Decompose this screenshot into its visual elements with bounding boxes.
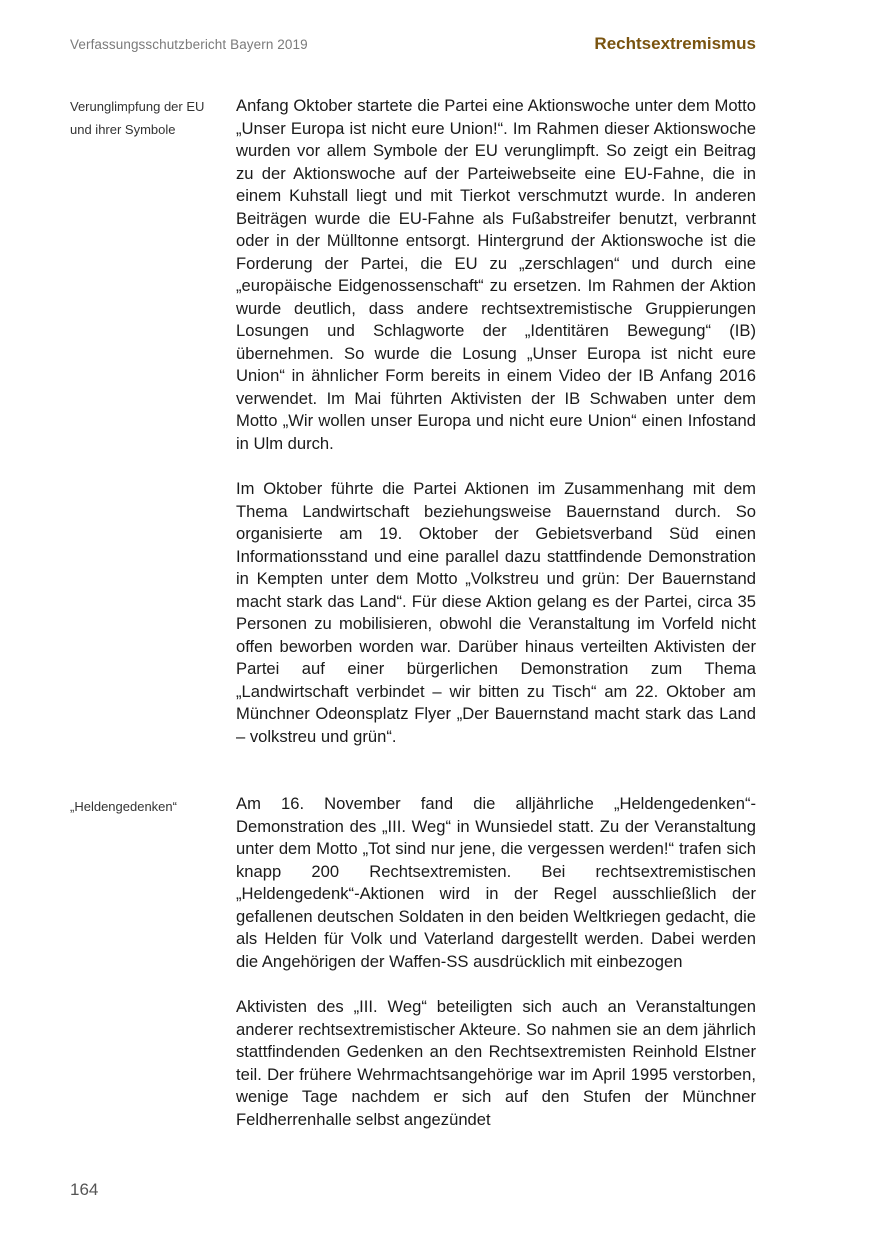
paragraph: Im Oktober führte die Partei Aktionen im Zusammenhang mit dem Thema Landwirtschaft beziehungsweise Bauernstand durch. So organisierte am 19. Oktober der Gebietsverband Süd einen Informationsstand und eine parallel dazu stattfindende Demonstration in Kempten unter dem Motto „Volkstreu und grün: Der Bauernstand macht stark das Land“. Für diese Aktion gelang es der Partei, circa 35 Personen zu mobilisieren, obwohl die Veranstaltung im Vorfeld nicht offen beworben worden war. Darüber hinaus verteilten Aktivisten der Partei auf einer bürgerlichen Demonstration zum Thema „Landwirtschaft verbindet – wir bitten zu Tisch“ am 22. Oktober am Münchner Odeonsplatz Flyer „Der Bauernstand macht stark das Land – volkstreu und grün“. [236, 479, 756, 746]
margin-note-eu-symbols: Verunglimpfung der EU und ihrer Symbole [70, 99, 205, 137]
running-header-publication: Verfassungsschutzbericht Bayern 2019 [70, 37, 308, 52]
paragraph: Aktivisten des „III. Weg“ beteiligten sich auch an Veranstaltungen anderer rechtsextremistischer Akteure. So nahmen sie an dem jährlich stattfindenden Gedenken an den Rechtsextremisten Reinhold Elstner teil. Der frühere Wehrmachtsangehörige war im April 1995 verstorben, wenige Tage nachdem er sich auf den Stufen der Münchner Feldherrenhalle selbst angezündet [236, 997, 756, 1129]
margin-note-heldengedenken: „Heldengedenken“ [70, 799, 177, 814]
section-eu-symbols [236, 95, 756, 748]
paragraph: Anfang Oktober startete die Partei eine Aktionswoche unter dem Motto „Unser Europa ist nicht eure Union!“. Im Rahmen dieser Aktionswoche wurden vor allem Symbole der EU verunglimpft. So zeigt ein Beitrag zu der Aktionswoche auf der Parteiwebseite eine EU-Fahne, die in einem Kuhstall liegt und mit Tierkot verschmutzt wurde. In anderen Beiträgen wurde die EU-Fahne als Fußabstreifer benutzt, verbrannt oder in der Mülltonne entsorgt. Hintergrund der Aktionswoche ist die Forderung der Partei, die EU zu „zerschlagen“ und durch eine „europäische Eidgenossenschaft“ zu ersetzen. Im Rahmen der Aktion wurde deutlich, dass andere rechtsextremistische Gruppierungen Losungen und Schlagworte der „Identitären Bewegung“ (IB) übernehmen. So wurde die Losung „Unser Europa ist nicht eure Union“ in ähnlicher Form bereits in einem Video der IB Anfang 2016 verwendet. Im Mai führten Aktivisten der IB Schwaben unter dem Motto „Wir wollen unser Europa und nicht eure Union“ einen Infostand in Ulm durch. [236, 96, 756, 453]
section-heldengedenken [236, 793, 756, 1131]
page-number: 164 [70, 1180, 99, 1199]
paragraph: Am 16. November fand die alljährliche „Heldengedenken“-Demonstration des „III. Weg“ in Wunsiedel statt. Zu der Veranstaltung unter dem Motto „Tot sind nur jene, die vergessen werden!“ trafen sich knapp 200 Rechtsextremisten. Bei rechtsextremistischen „Heldengedenk“-Aktionen wird in der Regel ausschließlich der gefallenen deutschen Soldaten in den beiden Weltkriegen gedacht, die als Helden für Volk und Vaterland dargestellt werden. Dabei werden die Angehörigen der Waffen-SS ausdrücklich mit einbezogen [236, 794, 756, 971]
running-header-section-title: Rechtsextremismus [594, 34, 756, 53]
